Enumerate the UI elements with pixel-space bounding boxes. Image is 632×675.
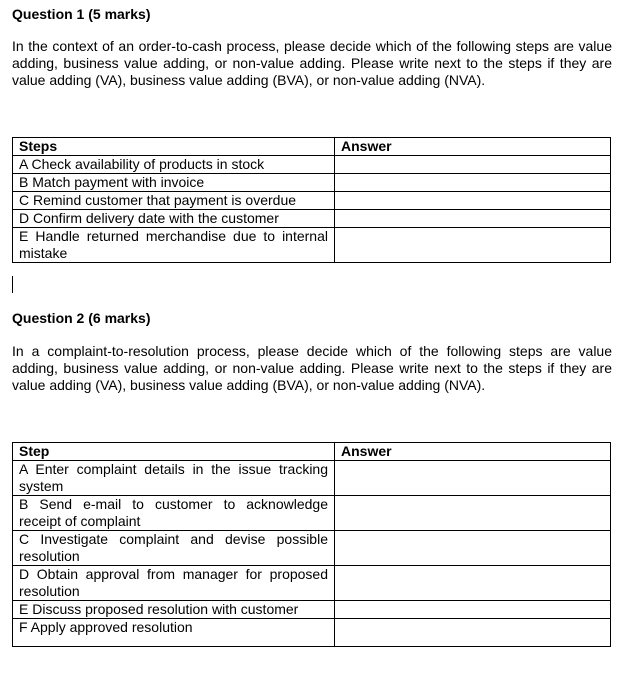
answer-cell[interactable] bbox=[335, 192, 611, 210]
question-2-text: In a complaint-to-resolution process, please decide which of the following steps are value adding, business value adding, or non-value adding. Please write next to the steps if they are value adding (VA), business value adding (BVA), or non-value adding (NVA). bbox=[12, 343, 612, 393]
answer-column-header: Answer bbox=[335, 443, 611, 461]
answer-cell[interactable] bbox=[335, 228, 611, 263]
step-cell: B Match payment with invoice bbox=[13, 174, 335, 192]
step-cell: A Check availability of products in stock bbox=[13, 156, 335, 174]
answer-cell[interactable] bbox=[335, 174, 611, 192]
text-cursor bbox=[12, 276, 13, 293]
table-row bbox=[13, 228, 611, 263]
step-cell: C Investigate complaint and devise possible resolution bbox=[13, 531, 335, 566]
question-1-table bbox=[12, 137, 611, 263]
table-row bbox=[13, 619, 611, 647]
question-2-heading: Question 2 (6 marks) bbox=[12, 310, 151, 326]
table-row bbox=[13, 461, 611, 496]
table-row bbox=[13, 174, 611, 192]
question-1-heading: Question 1 (5 marks) bbox=[12, 6, 151, 22]
step-cell: D Obtain approval from manager for proposed resolution bbox=[13, 566, 335, 601]
question-1-text: In the context of an order-to-cash process, please decide which of the following steps are value adding, business value adding, or non-value adding. Please write next to the steps if they are value adding (VA), business value adding (BVA), or non-value adding (NVA). bbox=[12, 38, 612, 88]
table-row bbox=[13, 192, 611, 210]
table-header-row bbox=[13, 443, 611, 461]
step-cell: B Send e-mail to customer to acknowledge receipt of complaint bbox=[13, 496, 335, 531]
answer-cell[interactable] bbox=[335, 601, 611, 619]
table-row bbox=[13, 496, 611, 531]
step-cell: E Handle returned merchandise due to internal mistake bbox=[13, 228, 335, 263]
steps-column-header: Steps bbox=[13, 138, 335, 156]
answer-cell[interactable] bbox=[335, 461, 611, 496]
answer-column-header: Answer bbox=[335, 138, 611, 156]
answer-cell[interactable] bbox=[335, 156, 611, 174]
step-cell: A Enter complaint details in the issue tracking system bbox=[13, 461, 335, 496]
answer-cell[interactable] bbox=[335, 496, 611, 531]
step-cell: D Confirm delivery date with the customer bbox=[13, 210, 335, 228]
table-row bbox=[13, 566, 611, 601]
question-2-table bbox=[12, 442, 611, 647]
answer-cell[interactable] bbox=[335, 531, 611, 566]
step-cell: E Discuss proposed resolution with customer bbox=[13, 601, 335, 619]
step-cell: C Remind customer that payment is overdue bbox=[13, 192, 335, 210]
answer-cell[interactable] bbox=[335, 619, 611, 647]
table-header-row bbox=[13, 138, 611, 156]
table-row bbox=[13, 531, 611, 566]
table-row bbox=[13, 156, 611, 174]
answer-cell[interactable] bbox=[335, 210, 611, 228]
step-cell: F Apply approved resolution bbox=[13, 619, 335, 647]
table-row bbox=[13, 601, 611, 619]
table-row bbox=[13, 210, 611, 228]
answer-cell[interactable] bbox=[335, 566, 611, 601]
step-column-header: Step bbox=[13, 443, 335, 461]
